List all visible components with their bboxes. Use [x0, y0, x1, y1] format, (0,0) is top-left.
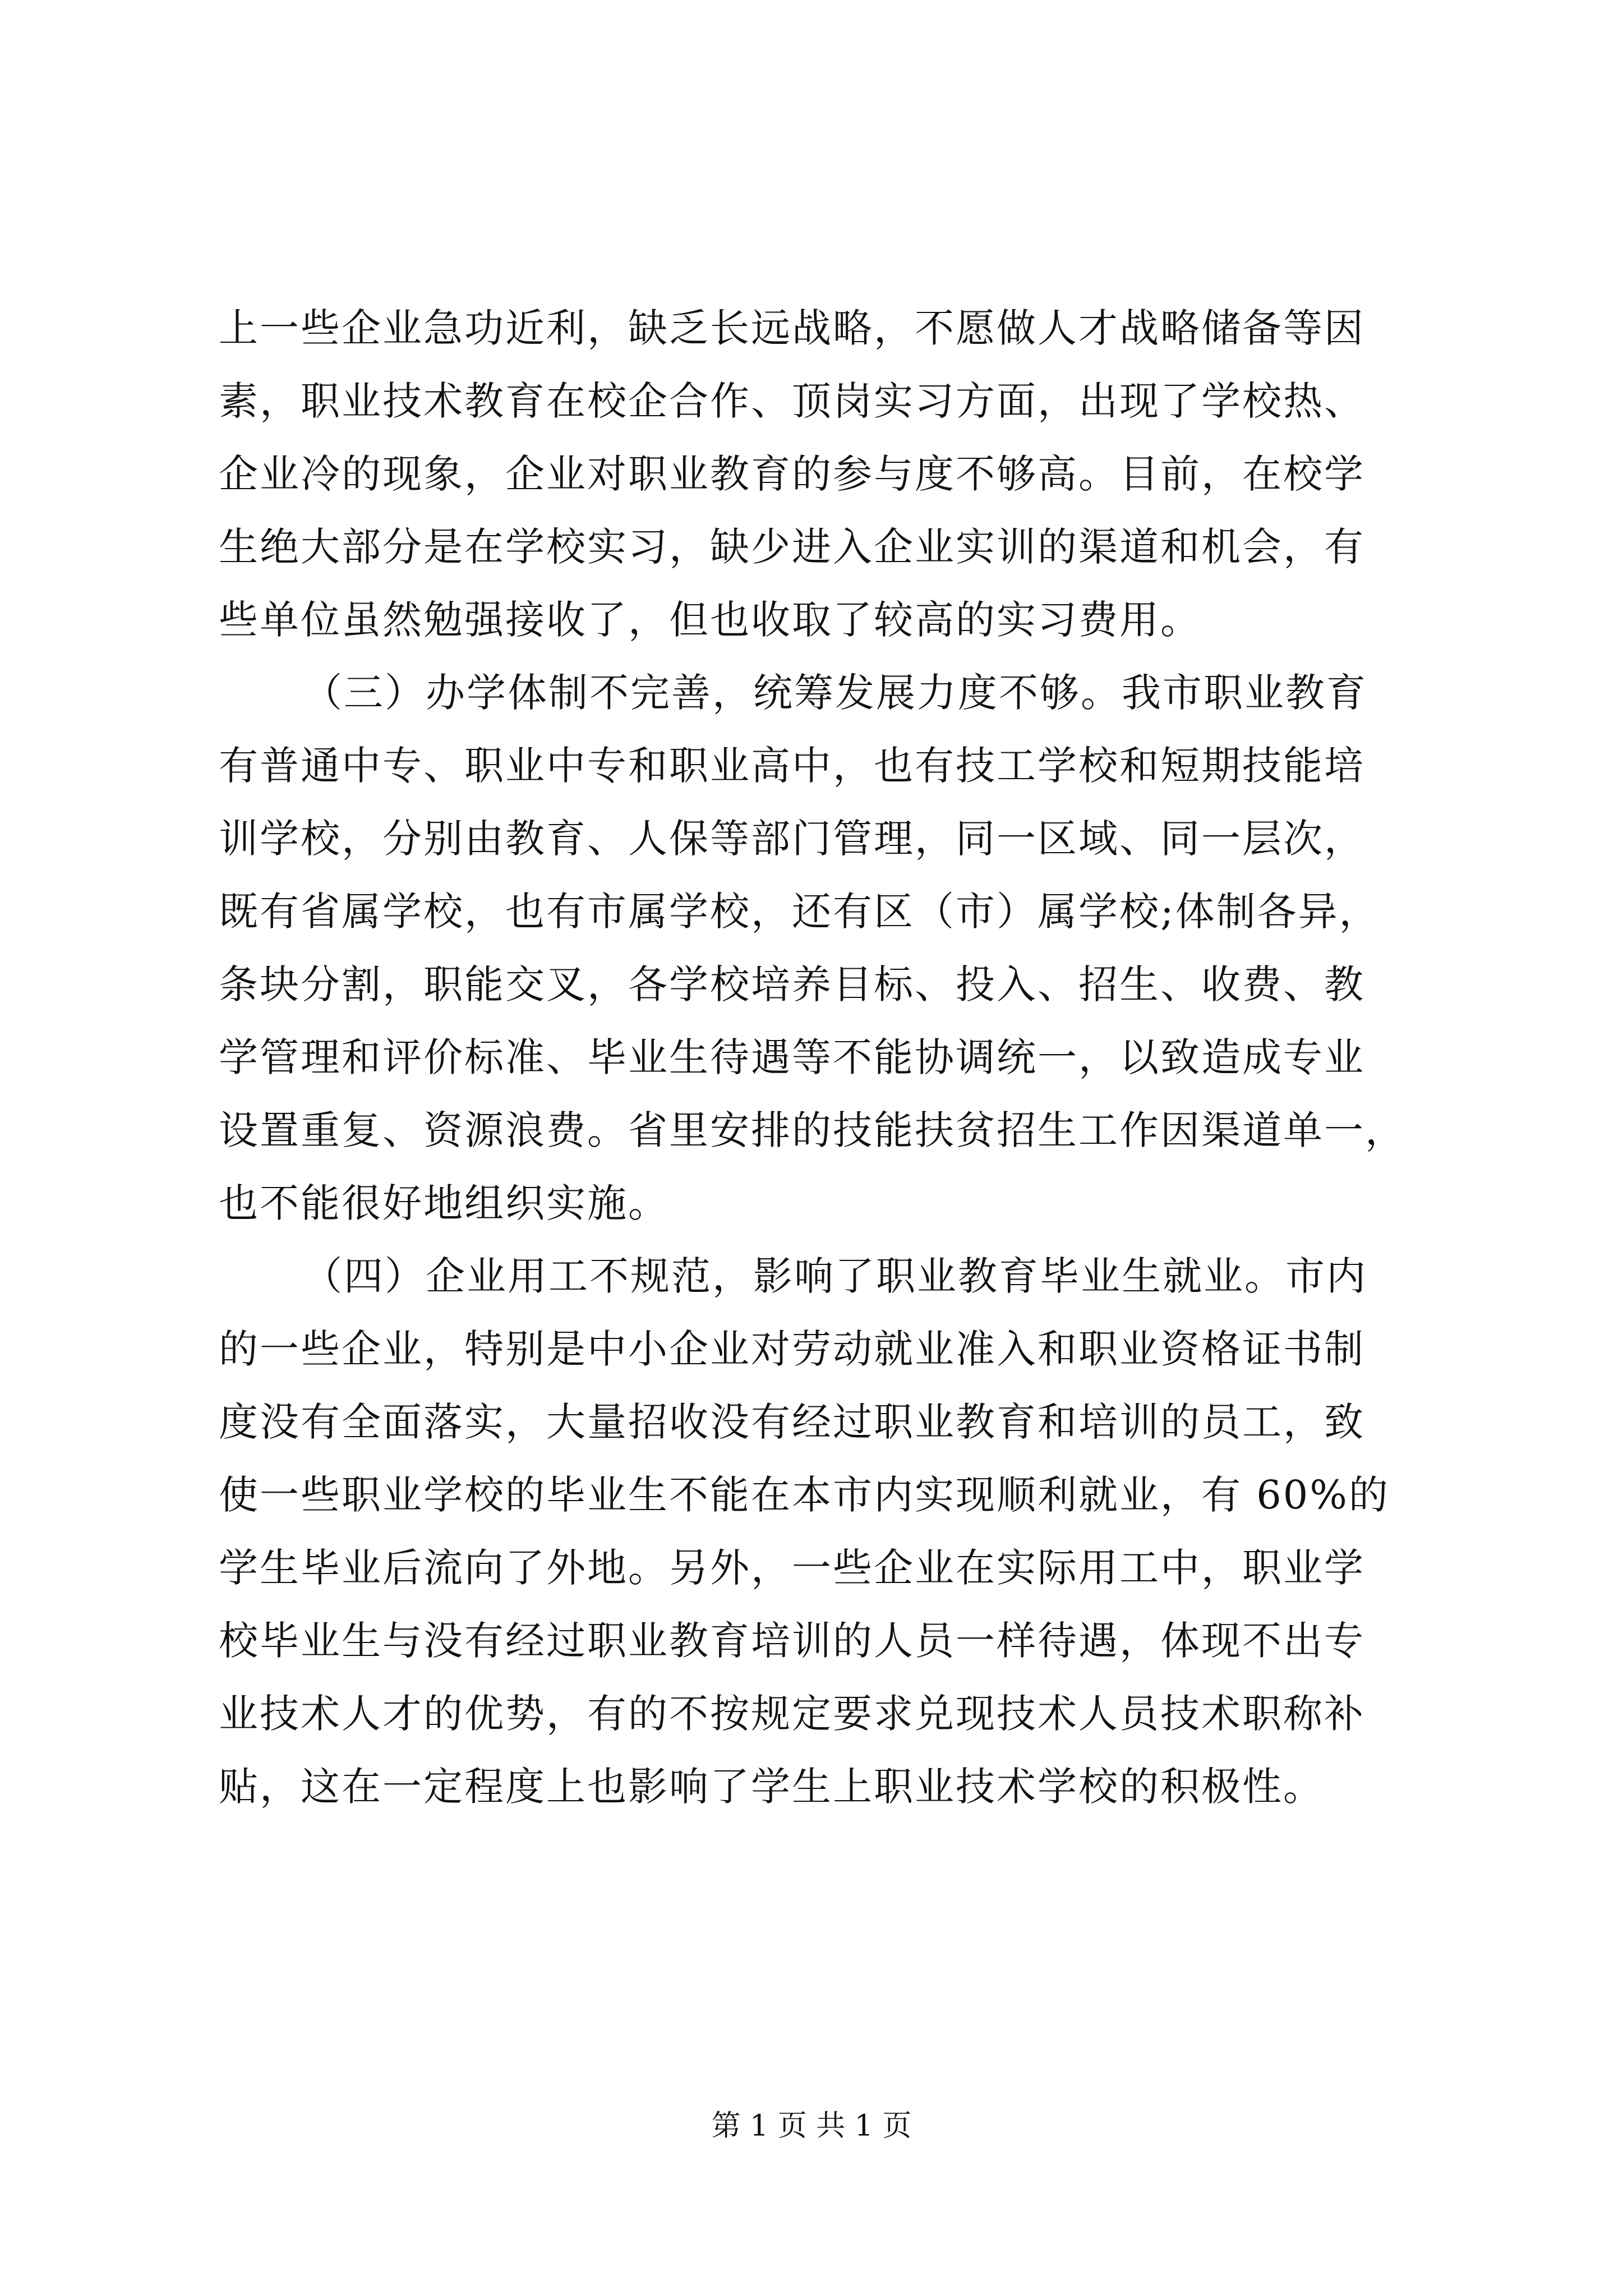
text-line: 业技术人才的优势，有的不按规定要求兑现技术人员技术职称补: [219, 1691, 1365, 1737]
body-text: [219, 292, 1419, 1823]
text-line: 贴，这在一定程度上也影响了学生上职业技术学校的积极性。: [219, 1764, 1324, 1810]
paragraph-heading-3: （三）办学体制不完善，统筹发展力度不够。我市职业教育: [303, 670, 1367, 716]
text-line: 训学校，分别由教育、人保等部门管理，同一区域、同一层次，: [219, 816, 1365, 862]
text-line: 设置重复、资源浪费。省里安排的技能扶贫招生工作因渠道单一，: [219, 1107, 1406, 1153]
text-line: 度没有全面落实，大量招收没有经过职业教育和培训的员工，致: [219, 1399, 1365, 1445]
text-line: 学生毕业后流向了外地。另外，一些企业在实际用工中，职业学: [219, 1545, 1365, 1591]
page-footer: 第 1 页 共 1 页: [711, 2109, 912, 2143]
text-line: 的一些企业，特别是中小企业对劳动就业准入和职业资格证书制: [219, 1326, 1365, 1372]
text-line: 有普通中专、职业中专和职业高中，也有技工学校和短期技能培: [219, 743, 1365, 789]
text-line: 生绝大部分是在学校实习，缺少进入企业实训的渠道和机会，有: [219, 524, 1365, 570]
text-line: 些单位虽然勉强接收了，但也收取了较高的实习费用。: [219, 597, 1201, 643]
text-line: 校毕业生与没有经过职业教育培训的人员一样待遇，体现不出专: [219, 1618, 1365, 1664]
text-line: 学管理和评价标准、毕业生待遇等不能协调统一，以致造成专业: [219, 1034, 1365, 1080]
paragraph-heading-4: （四）企业用工不规范，影响了职业教育毕业生就业。市内: [303, 1253, 1367, 1299]
text-line: 上一些企业急功近利，缺乏长远战略，不愿做人才战略储备等因: [219, 305, 1365, 351]
text-line: 条块分割，职能交叉，各学校培养目标、投入、招生、收费、教: [219, 961, 1365, 1007]
text-line: 使一些职业学校的毕业生不能在本市内实现顺利就业，有 60%的: [219, 1472, 1390, 1518]
text-line: 也不能很好地组织实施。: [219, 1180, 669, 1226]
text-line: 素，职业技术教育在校企合作、顶岗实习方面，出现了学校热、: [219, 378, 1365, 424]
text-line: 既有省属学校，也有市属学校，还有区（市）属学校;体制各异，: [219, 889, 1380, 935]
text-line: 企业冷的现象，企业对职业教育的参与度不够高。目前，在校学: [219, 451, 1365, 497]
